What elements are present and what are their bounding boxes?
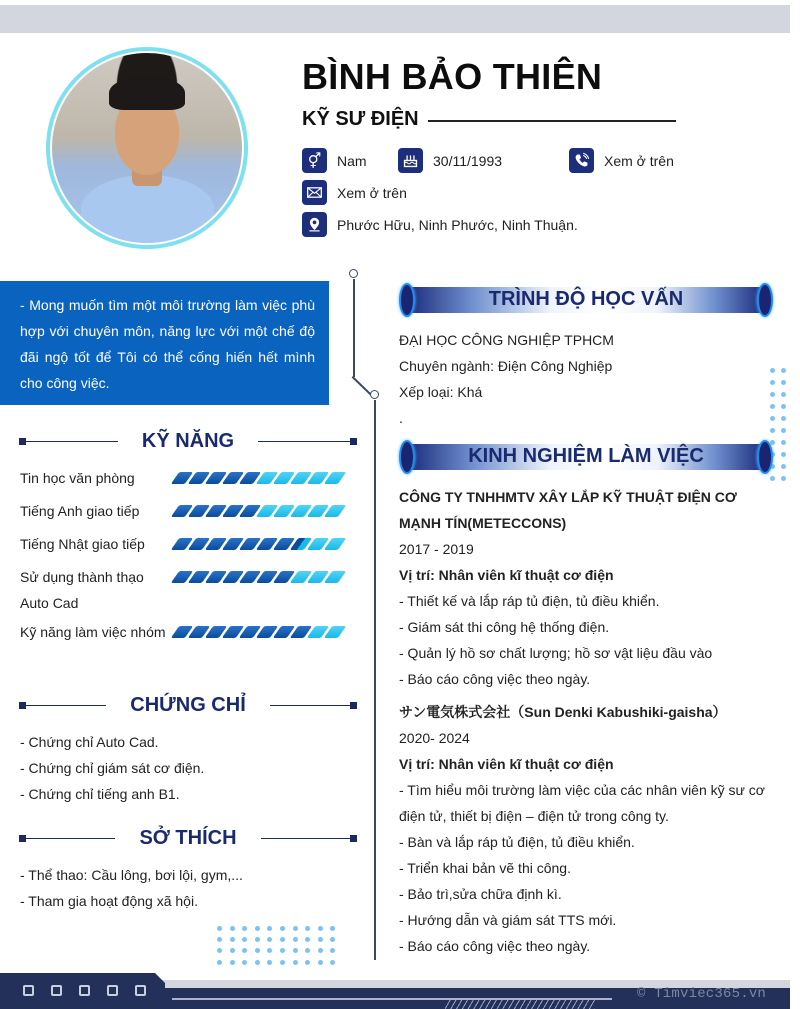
dot — [230, 960, 235, 965]
timeline-line-main — [374, 400, 376, 960]
location-pin-icon — [302, 212, 327, 237]
top-decorative-band — [0, 5, 790, 33]
dot — [781, 368, 786, 373]
hobbies-header — [20, 827, 356, 850]
dot — [267, 926, 272, 931]
education-extra: . — [399, 410, 403, 426]
experience-job — [399, 484, 779, 692]
dot — [242, 960, 247, 965]
job-position: Vị trí: Nhân viên kĩ thuật cơ điện — [399, 756, 614, 772]
education-details — [399, 327, 779, 431]
dot — [318, 948, 323, 953]
dot — [318, 937, 323, 942]
dot — [770, 476, 775, 481]
hobby-item: - Tham gia hoạt động xã hội. — [20, 893, 198, 909]
dot — [305, 960, 310, 965]
phone-icon — [569, 148, 594, 173]
email-icon — [302, 180, 327, 205]
birthday-value: 30/11/1993 — [433, 152, 503, 169]
footer-hatch-pattern — [445, 1000, 595, 1009]
copyright-text: © Timviec365.vn — [637, 986, 767, 1002]
dot — [280, 948, 285, 953]
dot — [280, 926, 285, 931]
address-value: Phước Hữu, Ninh Phước, Ninh Thuận. — [337, 216, 578, 233]
skill-name: Tiếng Nhật giao tiếp — [20, 536, 145, 552]
dot — [330, 937, 335, 942]
certificate-item: - Chứng chỉ giám sát cơ điện. — [20, 760, 205, 776]
decorative-dots — [217, 926, 343, 965]
skill-rating-bar — [175, 619, 342, 674]
school-name: ĐẠI HỌC CÔNG NGHIỆP TPHCM — [399, 332, 614, 348]
dot — [280, 960, 285, 965]
dot — [230, 926, 235, 931]
job-duty: - Bảo trì,sửa chữa định kì. — [399, 886, 562, 902]
skill-name: Tiếng Anh giao tiếp — [20, 503, 140, 519]
skill-item — [20, 465, 350, 498]
timeline-node-middle — [370, 390, 379, 399]
dot — [781, 416, 786, 421]
skill-item — [20, 619, 350, 674]
dot — [781, 404, 786, 409]
skills-list — [20, 465, 350, 674]
job-duty: - Báo cáo công việc theo ngày. — [399, 938, 591, 954]
skills-header — [20, 430, 356, 453]
dot — [280, 937, 285, 942]
dot — [230, 948, 235, 953]
dot — [267, 960, 272, 965]
dot — [267, 948, 272, 953]
timeline-node-top — [349, 269, 358, 278]
square-icon — [135, 985, 146, 996]
grade: Xếp loại: Khá — [399, 384, 483, 400]
contact-email — [302, 180, 407, 205]
skill-rating-bar — [175, 498, 342, 531]
dot — [781, 452, 786, 457]
dot — [267, 937, 272, 942]
dot — [217, 948, 222, 953]
dot — [230, 937, 235, 942]
dot — [293, 937, 298, 942]
company-name: CÔNG TY TNHHMTV XÂY LẮP KỸ THUẬT ĐIỆN CƠ MẠNH TÍN(METECCONS) — [399, 489, 737, 531]
dot — [242, 948, 247, 953]
dot — [318, 926, 323, 931]
dot — [330, 926, 335, 931]
job-position: Vị trí: Nhân viên kĩ thuật cơ điện — [399, 567, 614, 583]
dot — [242, 937, 247, 942]
dot — [318, 960, 323, 965]
square-icon — [107, 985, 118, 996]
skill-name: Kỹ năng làm việc nhóm — [20, 624, 166, 640]
job-duty: - Giám sát thi công hệ thống điện. — [399, 619, 610, 635]
phone-value: Xem ở trên — [604, 152, 674, 169]
dot — [293, 926, 298, 931]
title-divider — [428, 120, 676, 122]
major: Chuyên ngành: Điện Công Nghiệp — [399, 358, 613, 374]
skill-rating-bar — [175, 531, 342, 564]
job-duty: - Thiết kế và lắp ráp tủ điện, tủ điều khiển. — [399, 593, 660, 609]
contact-gender — [302, 148, 367, 173]
experience-banner — [399, 440, 773, 474]
gender-value: Nam — [337, 152, 367, 169]
skills-title: KỸ NĂNG — [141, 430, 235, 452]
header-rule-left — [20, 705, 106, 707]
dot — [255, 937, 260, 942]
hobby-item: - Thể thao: Cầu lông, bơi lội, gym,... — [20, 867, 243, 883]
certificates-list — [20, 729, 204, 807]
square-icon — [23, 985, 34, 996]
job-duty: - Triển khai bản vẽ thi công. — [399, 860, 571, 876]
header-rule-right — [261, 838, 356, 840]
skill-rating-bar — [175, 564, 342, 619]
job-duty: - Tìm hiểu môi trường làm việc của các nhân viên kỹ sư cơ điện tử, thiết bị điện – điện tử trong công ty. — [399, 782, 765, 824]
dot — [217, 960, 222, 965]
candidate-name: BÌNH BẢO THIÊN — [302, 56, 603, 97]
experience-job — [399, 699, 779, 959]
job-duty: - Bàn và lắp ráp tủ điện, tủ điều khiển. — [399, 834, 635, 850]
square-icon — [79, 985, 90, 996]
birthday-cake-icon — [398, 148, 423, 173]
dot — [781, 392, 786, 397]
email-value: Xem ở trên — [337, 184, 407, 201]
dot — [330, 948, 335, 953]
contact-phone — [569, 148, 674, 173]
dot — [293, 948, 298, 953]
contact-birthday — [398, 148, 502, 173]
dot — [217, 937, 222, 942]
job-period: 2017 - 2019 — [399, 541, 474, 557]
skill-rating-bar — [175, 465, 342, 498]
skill-name: Tin học văn phòng — [20, 470, 135, 486]
header-rule-left — [20, 838, 115, 840]
contact-address — [302, 212, 578, 237]
job-duty: - Báo cáo công việc theo ngày. — [399, 671, 591, 687]
square-icon — [51, 985, 62, 996]
avatar-photo — [50, 51, 244, 245]
certificates-title: CHỨNG CHỈ — [130, 694, 246, 716]
skill-name: Sử dụng thành thạo Auto Cad — [20, 569, 144, 611]
dot — [305, 926, 310, 931]
gender-icon: ⚥ — [302, 148, 327, 173]
dot — [781, 464, 786, 469]
education-banner — [399, 283, 773, 317]
job-duty: - Quản lý hồ sơ chất lượng; hồ sơ vật liệu đầu vào — [399, 645, 713, 661]
hobbies-title: SỞ THÍCH — [139, 827, 237, 849]
dot — [217, 926, 222, 931]
job-duty: - Hướng dẫn và giám sát TTS mới. — [399, 912, 617, 928]
dot — [255, 960, 260, 965]
certificate-item: - Chứng chỉ tiếng anh B1. — [20, 786, 180, 802]
dot — [242, 926, 247, 931]
experience-title: KINH NGHIỆM LÀM VIỆC — [468, 445, 704, 467]
certificates-header — [20, 694, 356, 717]
dot — [781, 428, 786, 433]
skill-item — [20, 564, 350, 619]
job-title: KỸ SƯ ĐIỆN — [302, 108, 419, 130]
dot — [781, 476, 786, 481]
job-period: 2020- 2024 — [399, 730, 470, 746]
hobbies-list — [20, 862, 243, 914]
header-rule-right — [258, 441, 356, 443]
dot — [255, 926, 260, 931]
certificate-item: - Chứng chỉ Auto Cad. — [20, 734, 159, 750]
dot — [293, 960, 298, 965]
dot — [781, 380, 786, 385]
career-objective: - Mong muốn tìm một môi trường làm việc phù hợp với chuyên môn, năng lực với một chế độ đãi ngộ tốt để Tôi có thể cống hiến hết mình cho công việc. — [0, 281, 329, 405]
header-rule-left — [20, 441, 118, 443]
timeline-line — [353, 279, 355, 377]
skill-item — [20, 531, 350, 564]
header-rule-right — [270, 705, 356, 707]
skill-item — [20, 498, 350, 531]
dot — [255, 948, 260, 953]
dot — [305, 937, 310, 942]
dot — [305, 948, 310, 953]
avatar — [46, 47, 248, 249]
education-title: TRÌNH ĐỘ HỌC VẤN — [488, 288, 684, 310]
dot — [781, 440, 786, 445]
dot — [330, 960, 335, 965]
company-name: サン電気株式会社（Sun Denki Kabushiki-gaisha） — [399, 704, 727, 720]
